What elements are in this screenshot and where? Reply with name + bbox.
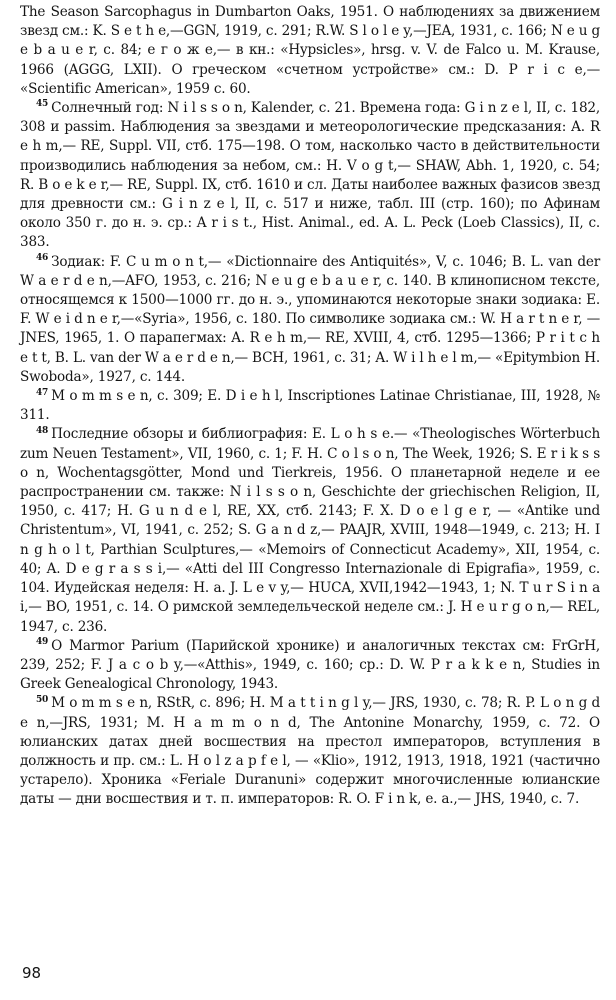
footnote-47 <box>20 387 600 425</box>
footnote-text: The Season Sarcophagus in Dumbarton Oaks, 1951. О наблюдениях за движением звезд см.: K. S e t h e,—GGN, 1919, с. 291; R.W. S l o l e y,—JEA, 1931, с. 166; N e u g e b a u e r, с. 84; e г о ж е,— в кн.: «Hypsicles», hrsg. v. V. de Falco u. M. Krause, 1966 (AGGG, LXII). О греческом «счетном устройстве» см.: D. P r i c e,— «Scientific American», 1959 с. 60. <box>20 4 600 97</box>
footnote-number: 48 <box>36 425 49 436</box>
footnote-text: Солнечный год: N i l s s o n, Kalender, с. 21. Времена года: G i n z e l, II, с. 182, 308 и passim. Наблюдения за звездами и метеорологические предсказания: A. R e h m,— RE, Suppl. VII, стб. 175—198. О том, насколько часто в действительности производились наблюдения за небом, см.: H. V o g t,— SHAW, Abh. 1, 1920, с. 54; R. B o e k e r,— RE, Suppl. IX, стб. 1610 и сл. Даты наиболее важных фазисов звезд для древности см.: G i n z e l, II, с. 517 и ниже, табл. III (стр. 160); по Афинам около 350 г. до н. э. ср.: A r i s t., Hist. Animal., ed. A. L. Peck (Loeb Classics), II, с. 383. <box>20 100 600 251</box>
page-body <box>20 3 600 810</box>
footnote-text: О Marmor Parium (Парийской хронике) и аналогичных текстах см: FrGrH, 239, 252; F. J a c o b y,—«Atthis», 1949, с. 160; ср.: D. W. P r a k k e n, Studies in Greek Genealogical Chronology, 1943. <box>20 637 600 693</box>
footnote-48 <box>20 425 600 636</box>
footnote-number: 45 <box>36 99 49 110</box>
footnote-number: 49 <box>36 637 49 648</box>
footnote-number: 50 <box>36 694 49 705</box>
footnote-45 <box>20 99 600 253</box>
footnote-49 <box>20 637 600 695</box>
footnote-continuation <box>20 3 600 99</box>
footnote-50 <box>20 694 600 809</box>
footnote-text: M o m m s e n, RStR, с. 896; H. M a t t i n g l y,— JRS, 1930, с. 78; R. P. L o n g d e n,—JRS, 1931; M. H a m m o n d, The Antonine Monarchy, 1959, с. 72. О юлианских датах дней восшествия на престол императоров, вступления в должность и пр. см.: L. H o l z a p f e l, — «Klio», 1912, 1913, 1918, 1921 (частично устарело). Хроника «Feriale Duranuni» содержит многочисленные юлианские даты — дни восшествия и т. п. императоров: R. O. F i n k, e. a.,— JHS, 1940, с. 7. <box>20 695 600 808</box>
footnote-text: M o m m s e n, с. 309; E. D i e h l, Inscriptiones Latinae Christianae, III, 1928, № 311. <box>20 388 600 424</box>
footnote-46 <box>20 253 600 387</box>
footnote-number: 46 <box>36 253 49 264</box>
page-number: 98 <box>22 964 42 982</box>
footnote-text: Зодиак: F. C u m o n t,— «Dictionnaire des Antiquités», V, с. 1046; B. L. van der W a e r d e n,—AFO, 1953, с. 216; N e u g e b a u e r, с. 140. В клинописном тексте, относящемся к 1500—1000 гг. до н. э., упоминаются некоторые знаки зодиака: E. F. W e i d n e r,—«Syria», 1956, с. 180. По символике зодиака см.: W. H a r t n e r, — JNES, 1965, 1. О парапегмах: A. R e h m,— RE, XVIII, 4, стб. 1295—1366; P r i t c h e t t, B. L. van der W a e r d e n,— BCH, 1961, с. 31; A. W i l h e l m,— «Epitymbion H. Swoboda», 1927, с. 144. <box>20 253 600 385</box>
footnote-number: 47 <box>36 387 49 398</box>
footnote-text: Последние обзоры и библиография: E. L o h s e.— «Theologisches Wörterbuch zum Neuen Testament», VII, 1960, с. 1; F. H. C o l s o n, The Week, 1926; S. E r i k s s o n, Wochentagsgötter, Mond und Tierkreis, 1956. О планетарной неделе и ее распространении см. также: N i l s s o n, Geschichte der griechischen Religion, II, 1950, с. 417; H. G u n d e l, RE, XX, стб. 2143; F. X. D o e l g e r, — «Antike und Christentum», VI, 1941, с. 252; S. G a n d z,— PAAJR, XVIII, 1948—1949, с. 213; H. I n g h o l t, Parthian Sculptures,— «Memoirs of Connecticut Academy», XII, 1954, с. 40; A. D e g r a s s i,— «Atti del III Congresso Internazionale di Epigrafia», 1959, с. 104. Иудейская неделя: H. a. J. L e v y,— HUCA, XVII,1942—1943, 1; N. T u r S i n a i,— BO, 1951, с. 14. О римской земледельческой неделе см.: J. H e u r g o n,— REL, 1947, с. 236. <box>20 426 600 635</box>
